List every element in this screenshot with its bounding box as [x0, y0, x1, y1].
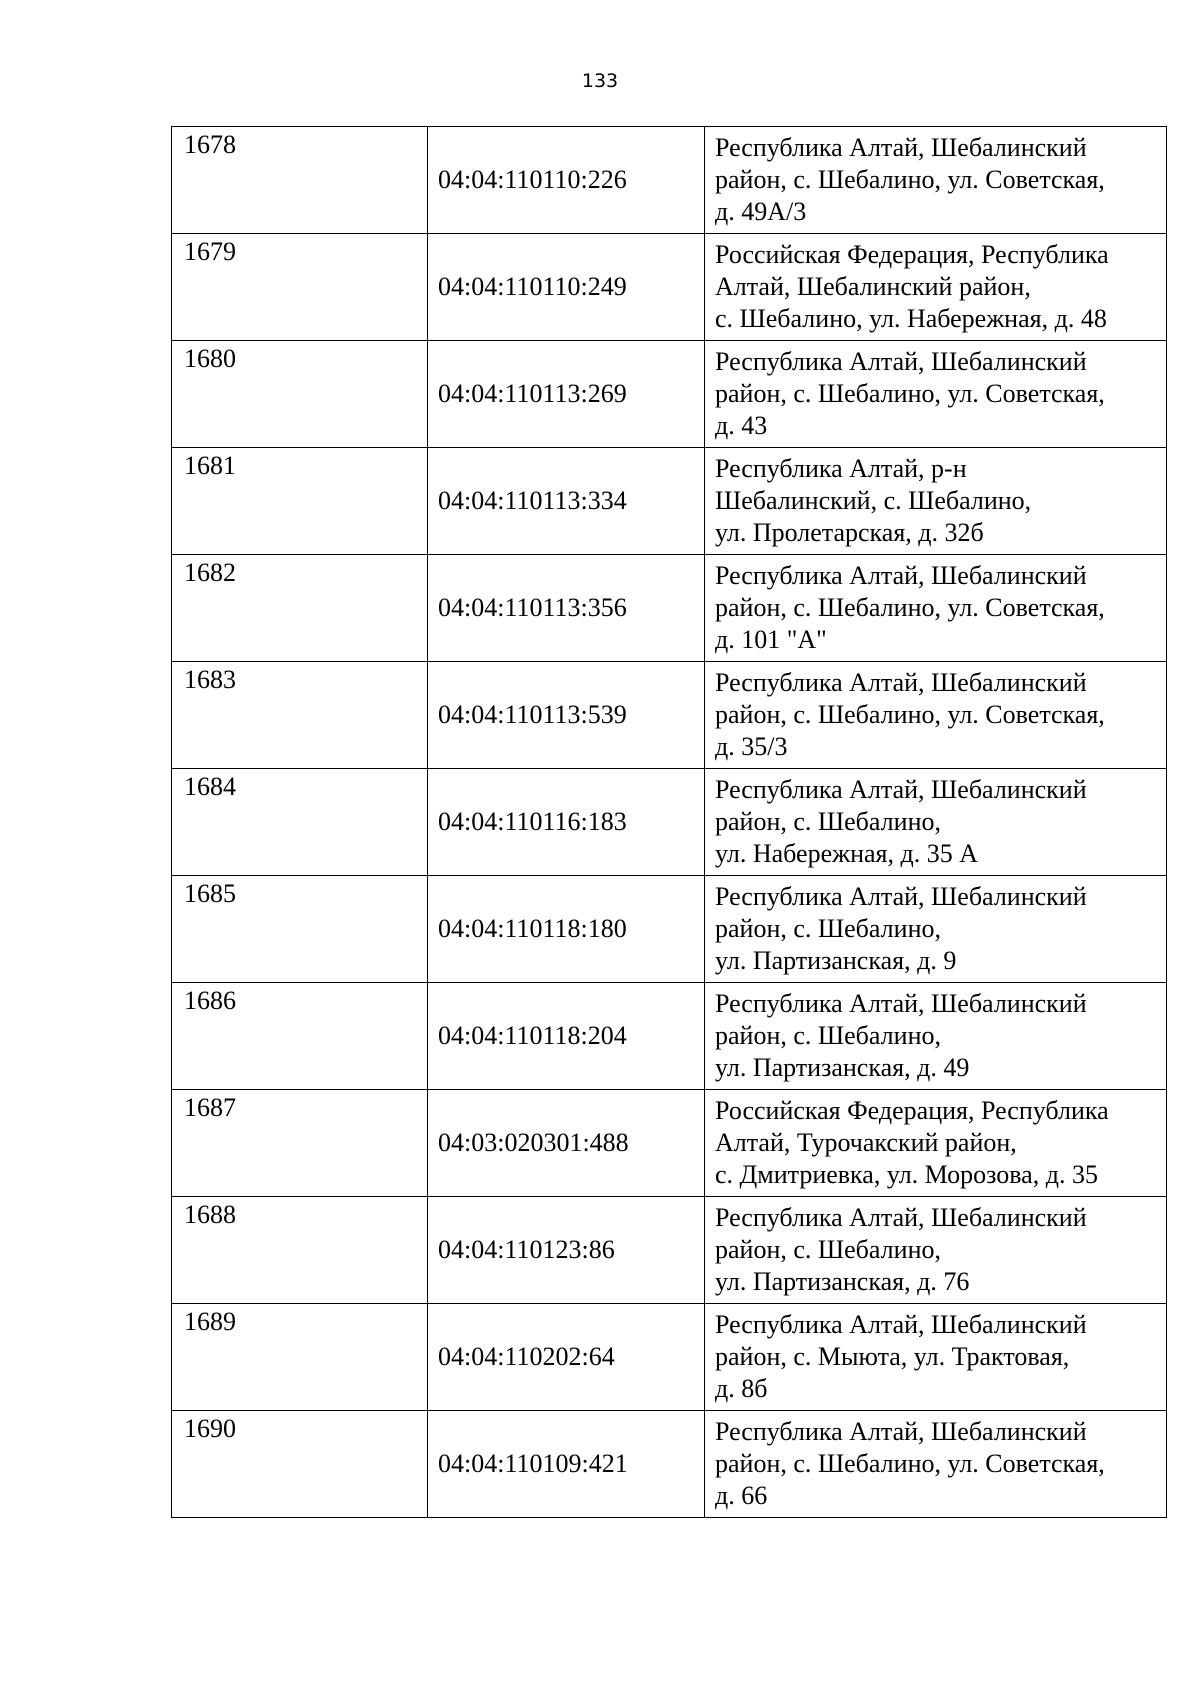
cadastral-number-cell: 04:04:110110:249: [428, 234, 705, 341]
address-line: Алтай, Шебалинский район,: [715, 272, 1031, 301]
address-line: ул. Партизанская, д. 9: [715, 946, 957, 975]
address-cell: [705, 876, 1167, 983]
table-row: [172, 876, 1167, 983]
table-row: [172, 983, 1167, 1090]
cadastral-number-cell: 04:04:110113:356: [428, 555, 705, 662]
table-row: [172, 555, 1167, 662]
page-number: 133: [581, 70, 619, 92]
cadastral-number-cell: 04:04:110113:539: [428, 662, 705, 769]
address-line: Республика Алтай, Шебалинский: [715, 1417, 1087, 1446]
address-line: ул. Пролетарская, д. 32б: [715, 518, 984, 547]
address-line: ул. Партизанская, д. 76: [715, 1267, 970, 1296]
address-line: Республика Алтай, Шебалинский: [715, 133, 1087, 162]
record-number-cell: 1687: [172, 1090, 428, 1197]
address-line: район, с. Шебалино, ул. Советская,: [715, 700, 1105, 729]
cadastral-number-cell: 04:04:110110:226: [428, 127, 705, 234]
address-cell: [705, 555, 1167, 662]
record-number-cell: 1679: [172, 234, 428, 341]
address-line: район, с. Шебалино,: [715, 1235, 941, 1264]
address-line: район, с. Мыюта, ул. Трактовая,: [715, 1342, 1070, 1371]
table-row: [172, 341, 1167, 448]
address-line: Республика Алтай, Шебалинский: [715, 775, 1087, 804]
address-line: Республика Алтай, Шебалинский: [715, 1203, 1087, 1232]
cadastral-number-cell: 04:04:110113:334: [428, 448, 705, 555]
record-number-cell: 1680: [172, 341, 428, 448]
cadastral-number-cell: 04:04:110118:204: [428, 983, 705, 1090]
table-row: [172, 1090, 1167, 1197]
table-row: [172, 1304, 1167, 1411]
address-line: район, с. Шебалино, ул. Советская,: [715, 593, 1105, 622]
address-cell: [705, 1304, 1167, 1411]
record-number-cell: 1688: [172, 1197, 428, 1304]
cadastral-number-cell: 04:04:110113:269: [428, 341, 705, 448]
record-number-cell: 1685: [172, 876, 428, 983]
address-cell: [705, 1090, 1167, 1197]
address-line: район, с. Шебалино,: [715, 914, 941, 943]
address-line: район, с. Шебалино, ул. Советская,: [715, 379, 1105, 408]
address-cell: [705, 341, 1167, 448]
table-row: [172, 448, 1167, 555]
address-line: д. 35/3: [715, 732, 788, 761]
address-line: Республика Алтай, Шебалинский: [715, 668, 1087, 697]
cadastral-number-cell: 04:04:110116:183: [428, 769, 705, 876]
cadastral-number-cell: 04:04:110202:64: [428, 1304, 705, 1411]
address-line: район, с. Шебалино,: [715, 1021, 941, 1050]
record-number-cell: 1684: [172, 769, 428, 876]
address-line: д. 49А/3: [715, 197, 807, 226]
address-cell: [705, 662, 1167, 769]
address-line: район, с. Шебалино,: [715, 807, 941, 836]
table-row: [172, 127, 1167, 234]
address-line: д. 43: [715, 411, 768, 440]
address-line: Шебалинский, с. Шебалино,: [715, 486, 1032, 515]
address-line: ул. Набережная, д. 35 А: [715, 839, 978, 868]
record-number-cell: 1690: [172, 1411, 428, 1518]
table-row: [172, 234, 1167, 341]
address-line: район, с. Шебалино, ул. Советская,: [715, 165, 1105, 194]
table-row: [172, 769, 1167, 876]
address-line: д. 101 "А": [715, 625, 827, 654]
address-line: Республика Алтай, Шебалинский: [715, 347, 1087, 376]
address-cell: [705, 448, 1167, 555]
address-line: Российская Федерация, Республика: [715, 1096, 1109, 1125]
address-line: с. Дмитриевка, ул. Морозова, д. 35: [715, 1160, 1098, 1189]
cadastral-number-cell: 04:04:110123:86: [428, 1197, 705, 1304]
address-line: Республика Алтай, Шебалинский: [715, 561, 1087, 590]
address-line: Алтай, Турочакский район,: [715, 1128, 1017, 1157]
record-number-cell: 1678: [172, 127, 428, 234]
record-number-cell: 1681: [172, 448, 428, 555]
record-number-cell: 1686: [172, 983, 428, 1090]
address-cell: [705, 769, 1167, 876]
address-cell: [705, 1411, 1167, 1518]
address-cell: [705, 983, 1167, 1090]
table-row: [172, 1197, 1167, 1304]
address-line: Республика Алтай, р-н: [715, 454, 967, 483]
address-line: ул. Партизанская, д. 49: [715, 1053, 970, 1082]
cadastral-number-cell: 04:03:020301:488: [428, 1090, 705, 1197]
registry-table: [171, 126, 1167, 1518]
address-line: с. Шебалино, ул. Набережная, д. 48: [715, 304, 1107, 333]
cadastral-number-cell: 04:04:110118:180: [428, 876, 705, 983]
address-line: д. 66: [715, 1481, 768, 1510]
address-line: Республика Алтай, Шебалинский: [715, 989, 1087, 1018]
address-line: Российская Федерация, Республика: [715, 240, 1109, 269]
record-number-cell: 1689: [172, 1304, 428, 1411]
address-line: Республика Алтай, Шебалинский: [715, 882, 1087, 911]
address-cell: [705, 127, 1167, 234]
table-row: [172, 1411, 1167, 1518]
table-row: [172, 662, 1167, 769]
address-cell: [705, 1197, 1167, 1304]
address-line: д. 8б: [715, 1374, 768, 1403]
record-number-cell: 1682: [172, 555, 428, 662]
address-line: Республика Алтай, Шебалинский: [715, 1310, 1087, 1339]
registry-table-body: [172, 127, 1167, 1518]
address-line: район, с. Шебалино, ул. Советская,: [715, 1449, 1105, 1478]
address-cell: [705, 234, 1167, 341]
cadastral-number-cell: 04:04:110109:421: [428, 1411, 705, 1518]
record-number-cell: 1683: [172, 662, 428, 769]
